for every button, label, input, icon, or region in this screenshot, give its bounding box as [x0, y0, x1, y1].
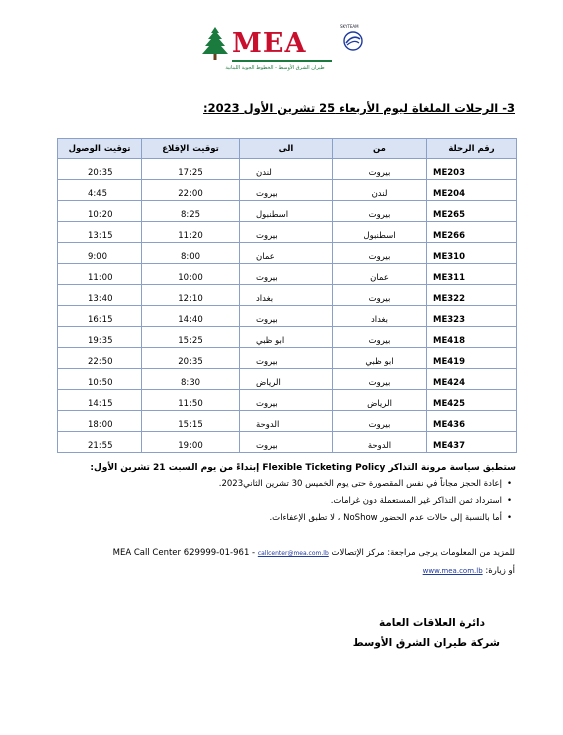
table-row [58, 243, 517, 264]
cell-arrival: 10:50 [58, 369, 142, 390]
table-row [58, 411, 517, 432]
cell-from: بيروت [333, 327, 427, 348]
cell-departure: 15:25 [142, 327, 240, 348]
bullet-icon: • [506, 496, 512, 506]
table-row [58, 264, 517, 285]
skyteam-label: SKYTEAM [340, 24, 359, 29]
table-row [58, 390, 517, 411]
cell-flight-number: ME203 [427, 159, 517, 180]
cell-departure: 20:35 [142, 348, 240, 369]
table-row [58, 348, 517, 369]
cell-to: بيروت [240, 390, 333, 411]
cell-departure: 15:15 [142, 411, 240, 432]
cell-departure: 19:00 [142, 432, 240, 453]
logo-wordmark: MEA [232, 28, 307, 59]
table-row [58, 285, 517, 306]
cell-to: عمان [240, 243, 333, 264]
skyteam-icon [342, 30, 364, 52]
cell-from: بيروت [333, 369, 427, 390]
header-to: الى [240, 139, 333, 159]
cell-flight-number: ME424 [427, 369, 517, 390]
cell-from: بيروت [333, 243, 427, 264]
cell-to: بيروت [240, 264, 333, 285]
bullet-icon: • [506, 479, 512, 489]
header-flight-number: رقم الرحلة [427, 139, 517, 159]
cell-from: الدوحة [333, 432, 427, 453]
cell-from: بيروت [333, 285, 427, 306]
cell-arrival: 10:20 [58, 201, 142, 222]
cell-from: عمان [333, 264, 427, 285]
cell-to: الرياض [240, 369, 333, 390]
cell-from: بغداد [333, 306, 427, 327]
cell-flight-number: ME437 [427, 432, 517, 453]
cell-departure: 8:00 [142, 243, 240, 264]
cell-arrival: 20:35 [58, 159, 142, 180]
cell-arrival: 21:55 [58, 432, 142, 453]
cell-flight-number: ME323 [427, 306, 517, 327]
callcenter-email-link[interactable]: callcenter@mea.com.lb [257, 550, 329, 557]
signature-department: دائرة العلاقات العامة [378, 617, 485, 629]
cell-from: ابو ظبي [333, 348, 427, 369]
table-header-row [58, 139, 517, 159]
cell-arrival: 13:40 [58, 285, 142, 306]
table-row [58, 327, 517, 348]
header-arrival: توقيت الوصول [58, 139, 142, 159]
cell-to: ابو ظبي [240, 327, 333, 348]
cell-departure: 10:00 [142, 264, 240, 285]
policy-bullet-list [219, 476, 512, 527]
cell-from: بيروت [333, 411, 427, 432]
cell-from: بيروت [333, 159, 427, 180]
contact-info-line [113, 548, 515, 558]
cell-flight-number: ME265 [427, 201, 517, 222]
section-title: 3- الرحلات الملغاة ليوم الأربعاء 25 تشرين الأول 2023: [203, 101, 515, 115]
cell-departure: 17:25 [142, 159, 240, 180]
cell-arrival: 14:15 [58, 390, 142, 411]
cell-flight-number: ME419 [427, 348, 517, 369]
cell-to: بيروت [240, 222, 333, 243]
policy-bullet [219, 476, 512, 493]
cell-to: بيروت [240, 348, 333, 369]
cell-flight-number: ME418 [427, 327, 517, 348]
cell-departure: 8:25 [142, 201, 240, 222]
cell-to: اسطنبول [240, 201, 333, 222]
policy-bullet-text: استرداد ثمن التذاكر غير المستعملة دون غرامات. [330, 496, 502, 506]
logo-arabic-caption: طيران الشرق الأوسط - الخطوط الجوية اللبنانية [225, 65, 325, 71]
policy-bullet-text: أما بالنسبة إلى حالات عدم الحضور NoShow ، لا تطبق الإعفاءات. [269, 513, 502, 523]
cell-arrival: 18:00 [58, 411, 142, 432]
policy-bullet [219, 510, 512, 527]
cell-arrival: 16:15 [58, 306, 142, 327]
cancelled-flights-table [57, 138, 517, 453]
cell-to: بيروت [240, 432, 333, 453]
cell-flight-number: ME311 [427, 264, 517, 285]
policy-bullet [219, 493, 512, 510]
header-from: من [333, 139, 427, 159]
cell-to: الدوحة [240, 411, 333, 432]
cell-from: بيروت [333, 201, 427, 222]
mea-logo [200, 22, 370, 72]
policy-bullet-text: إعادة الحجز مجاناً في نفس المقصورة حتى يوم الخميس 30 تشرين الثاني2023. [218, 479, 502, 489]
table-row [58, 306, 517, 327]
cell-flight-number: ME436 [427, 411, 517, 432]
cell-arrival: 22:50 [58, 348, 142, 369]
visit-line [423, 566, 515, 576]
table-row [58, 201, 517, 222]
cell-arrival: 9:00 [58, 243, 142, 264]
table-row [58, 369, 517, 390]
cell-flight-number: ME204 [427, 180, 517, 201]
cell-to: بغداد [240, 285, 333, 306]
table-row [58, 180, 517, 201]
signature-company: شركة طيران الشرق الأوسط [352, 637, 500, 649]
cell-arrival: 11:00 [58, 264, 142, 285]
cell-arrival: 19:35 [58, 327, 142, 348]
policy-heading: ستطبق سياسة مرونة التذاكر Flexible Ticketing Policy إبتداءً من يوم السبت 21 تشرين الأول: [90, 463, 516, 473]
table-row [58, 432, 517, 453]
cell-departure: 11:50 [142, 390, 240, 411]
cell-flight-number: ME310 [427, 243, 517, 264]
cell-flight-number: ME425 [427, 390, 517, 411]
logo-underline [232, 60, 332, 62]
cell-departure: 8:30 [142, 369, 240, 390]
contact-info-text: للمزيد من المعلومات يرجى مراجعة: مركز الإتصالات MEA Call Center 629999-01-961 - [112, 548, 515, 558]
cell-departure: 14:40 [142, 306, 240, 327]
table-row [58, 159, 517, 180]
cell-from: الرياض [333, 390, 427, 411]
website-link[interactable]: www.mea.com.lb [422, 567, 483, 575]
cell-flight-number: ME322 [427, 285, 517, 306]
cell-arrival: 13:15 [58, 222, 142, 243]
cell-to: لندن [240, 159, 333, 180]
cell-to: بيروت [240, 306, 333, 327]
cell-departure: 22:00 [142, 180, 240, 201]
table-row [58, 222, 517, 243]
visit-text: أو زيارة: [482, 566, 515, 576]
cell-departure: 12:10 [142, 285, 240, 306]
cell-from: اسطنبول [333, 222, 427, 243]
bullet-icon: • [506, 513, 512, 523]
cell-flight-number: ME266 [427, 222, 517, 243]
cedar-tree-icon [200, 26, 230, 62]
cell-from: لندن [333, 180, 427, 201]
cell-arrival: 4:45 [58, 180, 142, 201]
cell-to: بيروت [240, 180, 333, 201]
cell-departure: 11:20 [142, 222, 240, 243]
header-departure: توقيت الإقلاع [142, 139, 240, 159]
